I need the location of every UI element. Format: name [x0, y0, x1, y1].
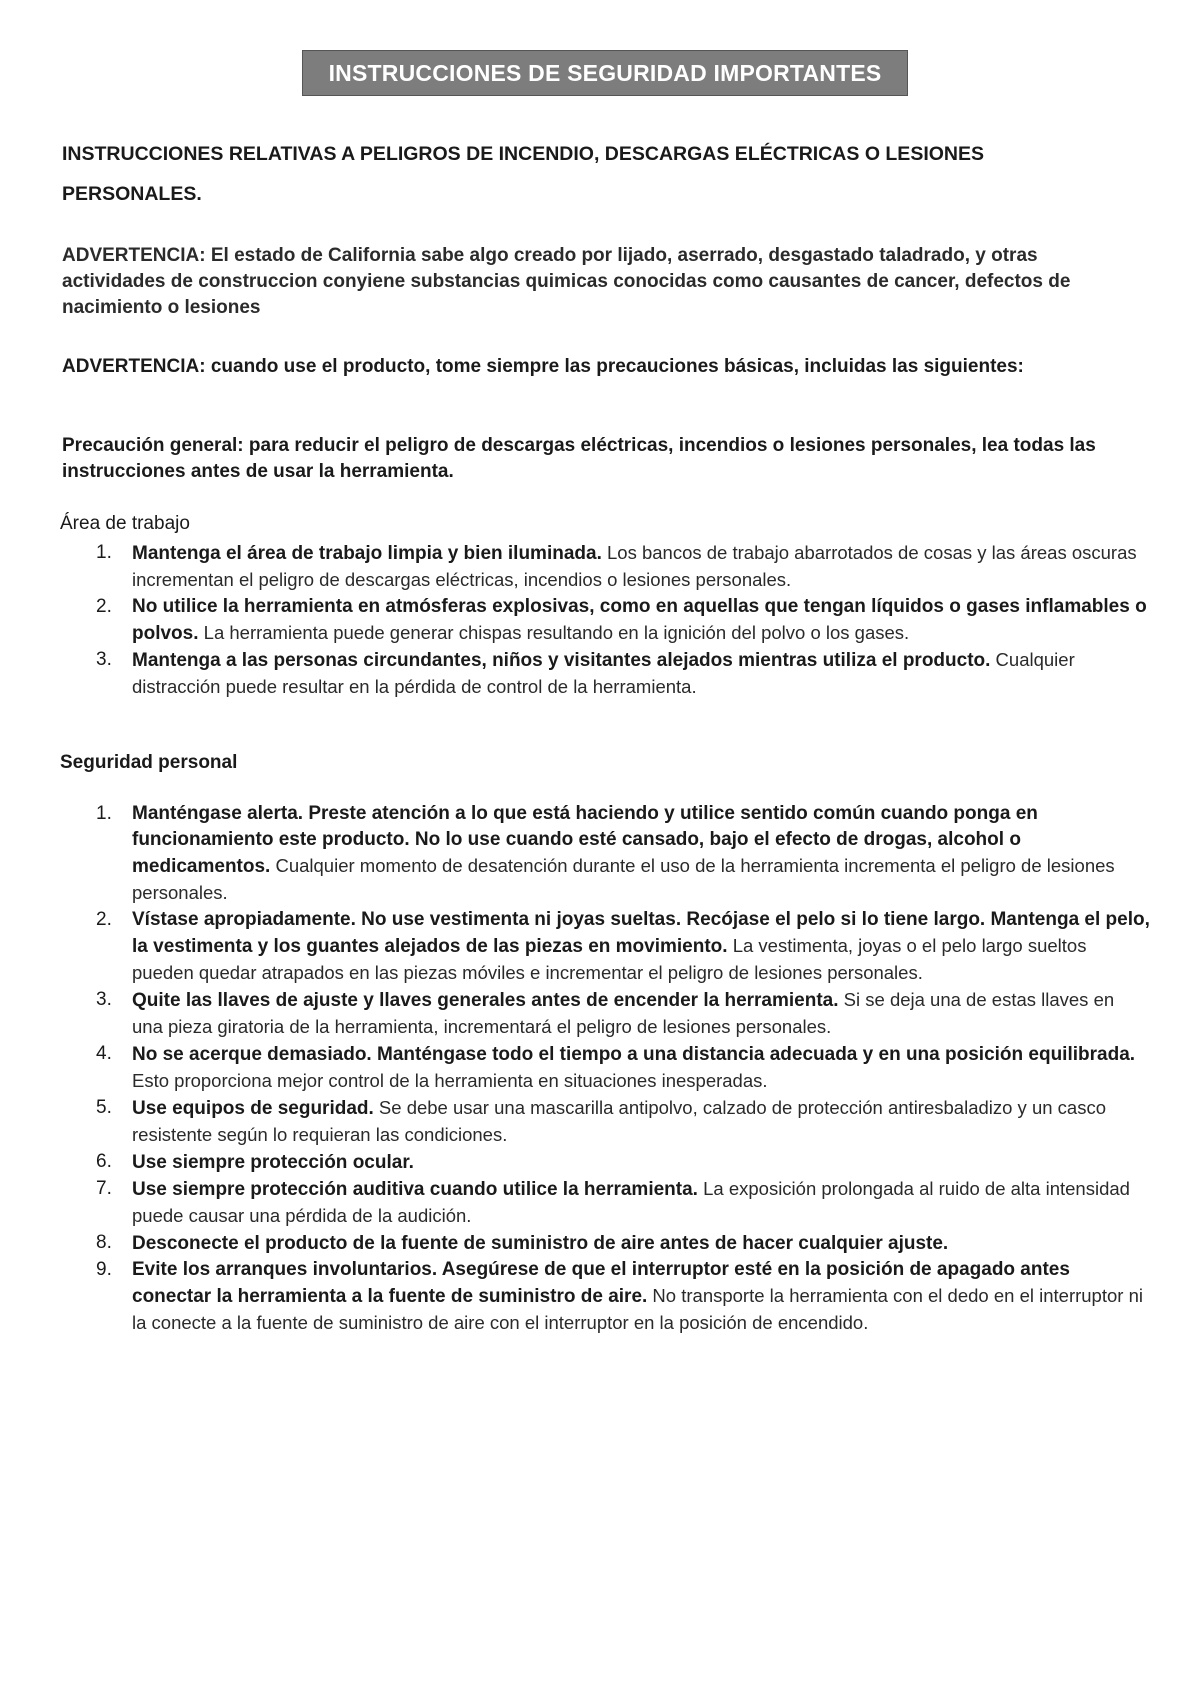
list-item: [62, 647, 1150, 701]
item-bold-text: No utilice la herramienta en atmósferas explosivas, como en aquellas que tengan líquidos o gases inflamables o polvos.: [132, 596, 1147, 644]
basic-precautions-warning: ADVERTENCIA: cuando use el producto, tome siempre las precauciones básicas, incluidas las siguientes:: [62, 356, 1024, 377]
list-item: [62, 1149, 1150, 1176]
hazard-heading-line2: PERSONALES.: [62, 183, 202, 205]
list-item: [62, 594, 1150, 647]
item-bold-text: Mantenga a las personas circundantes, niños y visitantes alejados mientras utiliza el producto.: [132, 650, 991, 671]
item-bold-text: Use siempre protección ocular.: [132, 1152, 414, 1173]
item-bold-text: Desconecte el producto de la fuente de suministro de aire antes de hacer cualquier ajuste.: [132, 1233, 949, 1254]
general-caution: Precaución general: para reducir el peligro de descargas eléctricas, incendios o lesiones personales, lea todas las instrucciones antes de usar la herramienta.: [62, 435, 1096, 482]
item-number: 3.: [96, 989, 112, 1010]
item-bold-text: Manténgase alerta. Preste atención a lo que está haciendo y utilice sentido común cuando ponga en funcionamiento este producto. No lo use cuando esté cansado, bajo el efecto de drogas, alcohol o medicamentos.: [132, 803, 1038, 877]
item-text: La herramienta puede generar chispas resultando en la ignición del polvo o los gases.: [198, 622, 910, 643]
list-item: [62, 1095, 1150, 1149]
item-bold-text: Mantenga el área de trabajo limpia y bien iluminada.: [132, 543, 602, 564]
safety-banner: INSTRUCCIONES DE SEGURIDAD IMPORTANTES: [302, 50, 908, 96]
item-number: 2.: [96, 909, 112, 930]
item-number: 1.: [96, 542, 112, 563]
list-item: [62, 907, 1150, 987]
item-number: 2.: [96, 596, 112, 617]
item-text: La exposición prolongada al ruido de alta intensidad puede causar una pérdida de la audición.: [132, 1178, 1130, 1226]
list-item: [62, 540, 1150, 594]
item-text: Esto proporciona mejor control de la herramienta en situaciones inesperadas.: [132, 1070, 768, 1091]
item-number: 5.: [96, 1097, 112, 1118]
item-number: 1.: [96, 803, 112, 824]
item-bold-text: Use siempre protección auditiva cuando utilice la herramienta.: [132, 1179, 698, 1200]
personal-safety-title: Seguridad personal: [60, 752, 238, 773]
item-text: Cualquier distracción puede resultar en la pérdida de control de la herramienta.: [132, 649, 1075, 697]
list-item: [62, 1041, 1150, 1095]
list-item: [62, 801, 1150, 907]
personal-safety-list: [62, 801, 1150, 1337]
item-bold-text: Quite las llaves de ajuste y llaves generales antes de encender la herramienta.: [132, 990, 839, 1011]
item-bold-text: No se acerque demasiado. Manténgase todo el tiempo a una distancia adecuada y en una posición equilibrada.: [132, 1044, 1136, 1065]
list-item: [62, 987, 1150, 1041]
hazard-heading: [62, 134, 1122, 214]
item-number: 4.: [96, 1043, 112, 1064]
item-number: 7.: [96, 1178, 112, 1199]
work-area-title: Área de trabajo: [60, 513, 190, 534]
item-number: 3.: [96, 649, 112, 670]
list-item: [62, 1257, 1150, 1337]
list-item: [62, 1176, 1150, 1230]
item-number: 9.: [96, 1259, 112, 1280]
item-text: No transporte la herramienta con el dedo en el interruptor ni la conecte a la fuente de suministro de aire con el interruptor en la posición de encendido.: [132, 1285, 1143, 1333]
item-bold-text: Vístase apropiadamente. No use vestimenta ni joyas sueltas. Recójase el pelo si lo tiene largo. Mantenga el pelo, la vestimenta y los guantes alejados de las piezas en movimiento.: [132, 909, 1150, 957]
item-number: 6.: [96, 1151, 112, 1172]
item-text: La vestimenta, joyas o el pelo largo sueltos pueden quedar atrapados en las piezas móviles e incrementar el peligro de lesiones personales.: [132, 935, 1087, 983]
item-bold-text: Evite los arranques involuntarios. Asegúrese de que el interruptor esté en la posición de apagado antes conectar la herramienta a la fuente de suministro de aire.: [132, 1259, 1070, 1307]
hazard-heading-line1: INSTRUCCIONES RELATIVAS A PELIGROS DE INCENDIO, DESCARGAS ELÉCTRICAS O LESIONES: [62, 143, 985, 165]
item-bold-text: Use equipos de seguridad.: [132, 1098, 374, 1119]
item-number: 8.: [96, 1232, 112, 1253]
list-item: [62, 1230, 1150, 1257]
item-text: Cualquier momento de desatención durante el uso de la herramienta incrementa el peligro de lesiones personales.: [132, 855, 1115, 903]
work-area-list: [62, 540, 1150, 701]
item-text: Se debe usar una mascarilla antipolvo, calzado de protección antiresbaladizo y un casco resistente según lo requieran las condiciones.: [132, 1097, 1106, 1145]
item-text: Si se deja una de estas llaves en una pieza giratoria de la herramienta, incrementará el peligro de lesiones personales.: [132, 989, 1115, 1037]
california-warning: ADVERTENCIA: El estado de California sabe algo creado por lijado, aserrado, desgastado taladrado, y otras actividades de construccion conyiene substancias quimicas conocidas como causantes de cancer, defectos de nacimiento o lesiones: [62, 245, 1071, 318]
item-text: Los bancos de trabajo abarrotados de cosas y las áreas oscuras incrementan el peligro de descargas eléctricas, incendios o lesiones personales.: [132, 542, 1137, 590]
